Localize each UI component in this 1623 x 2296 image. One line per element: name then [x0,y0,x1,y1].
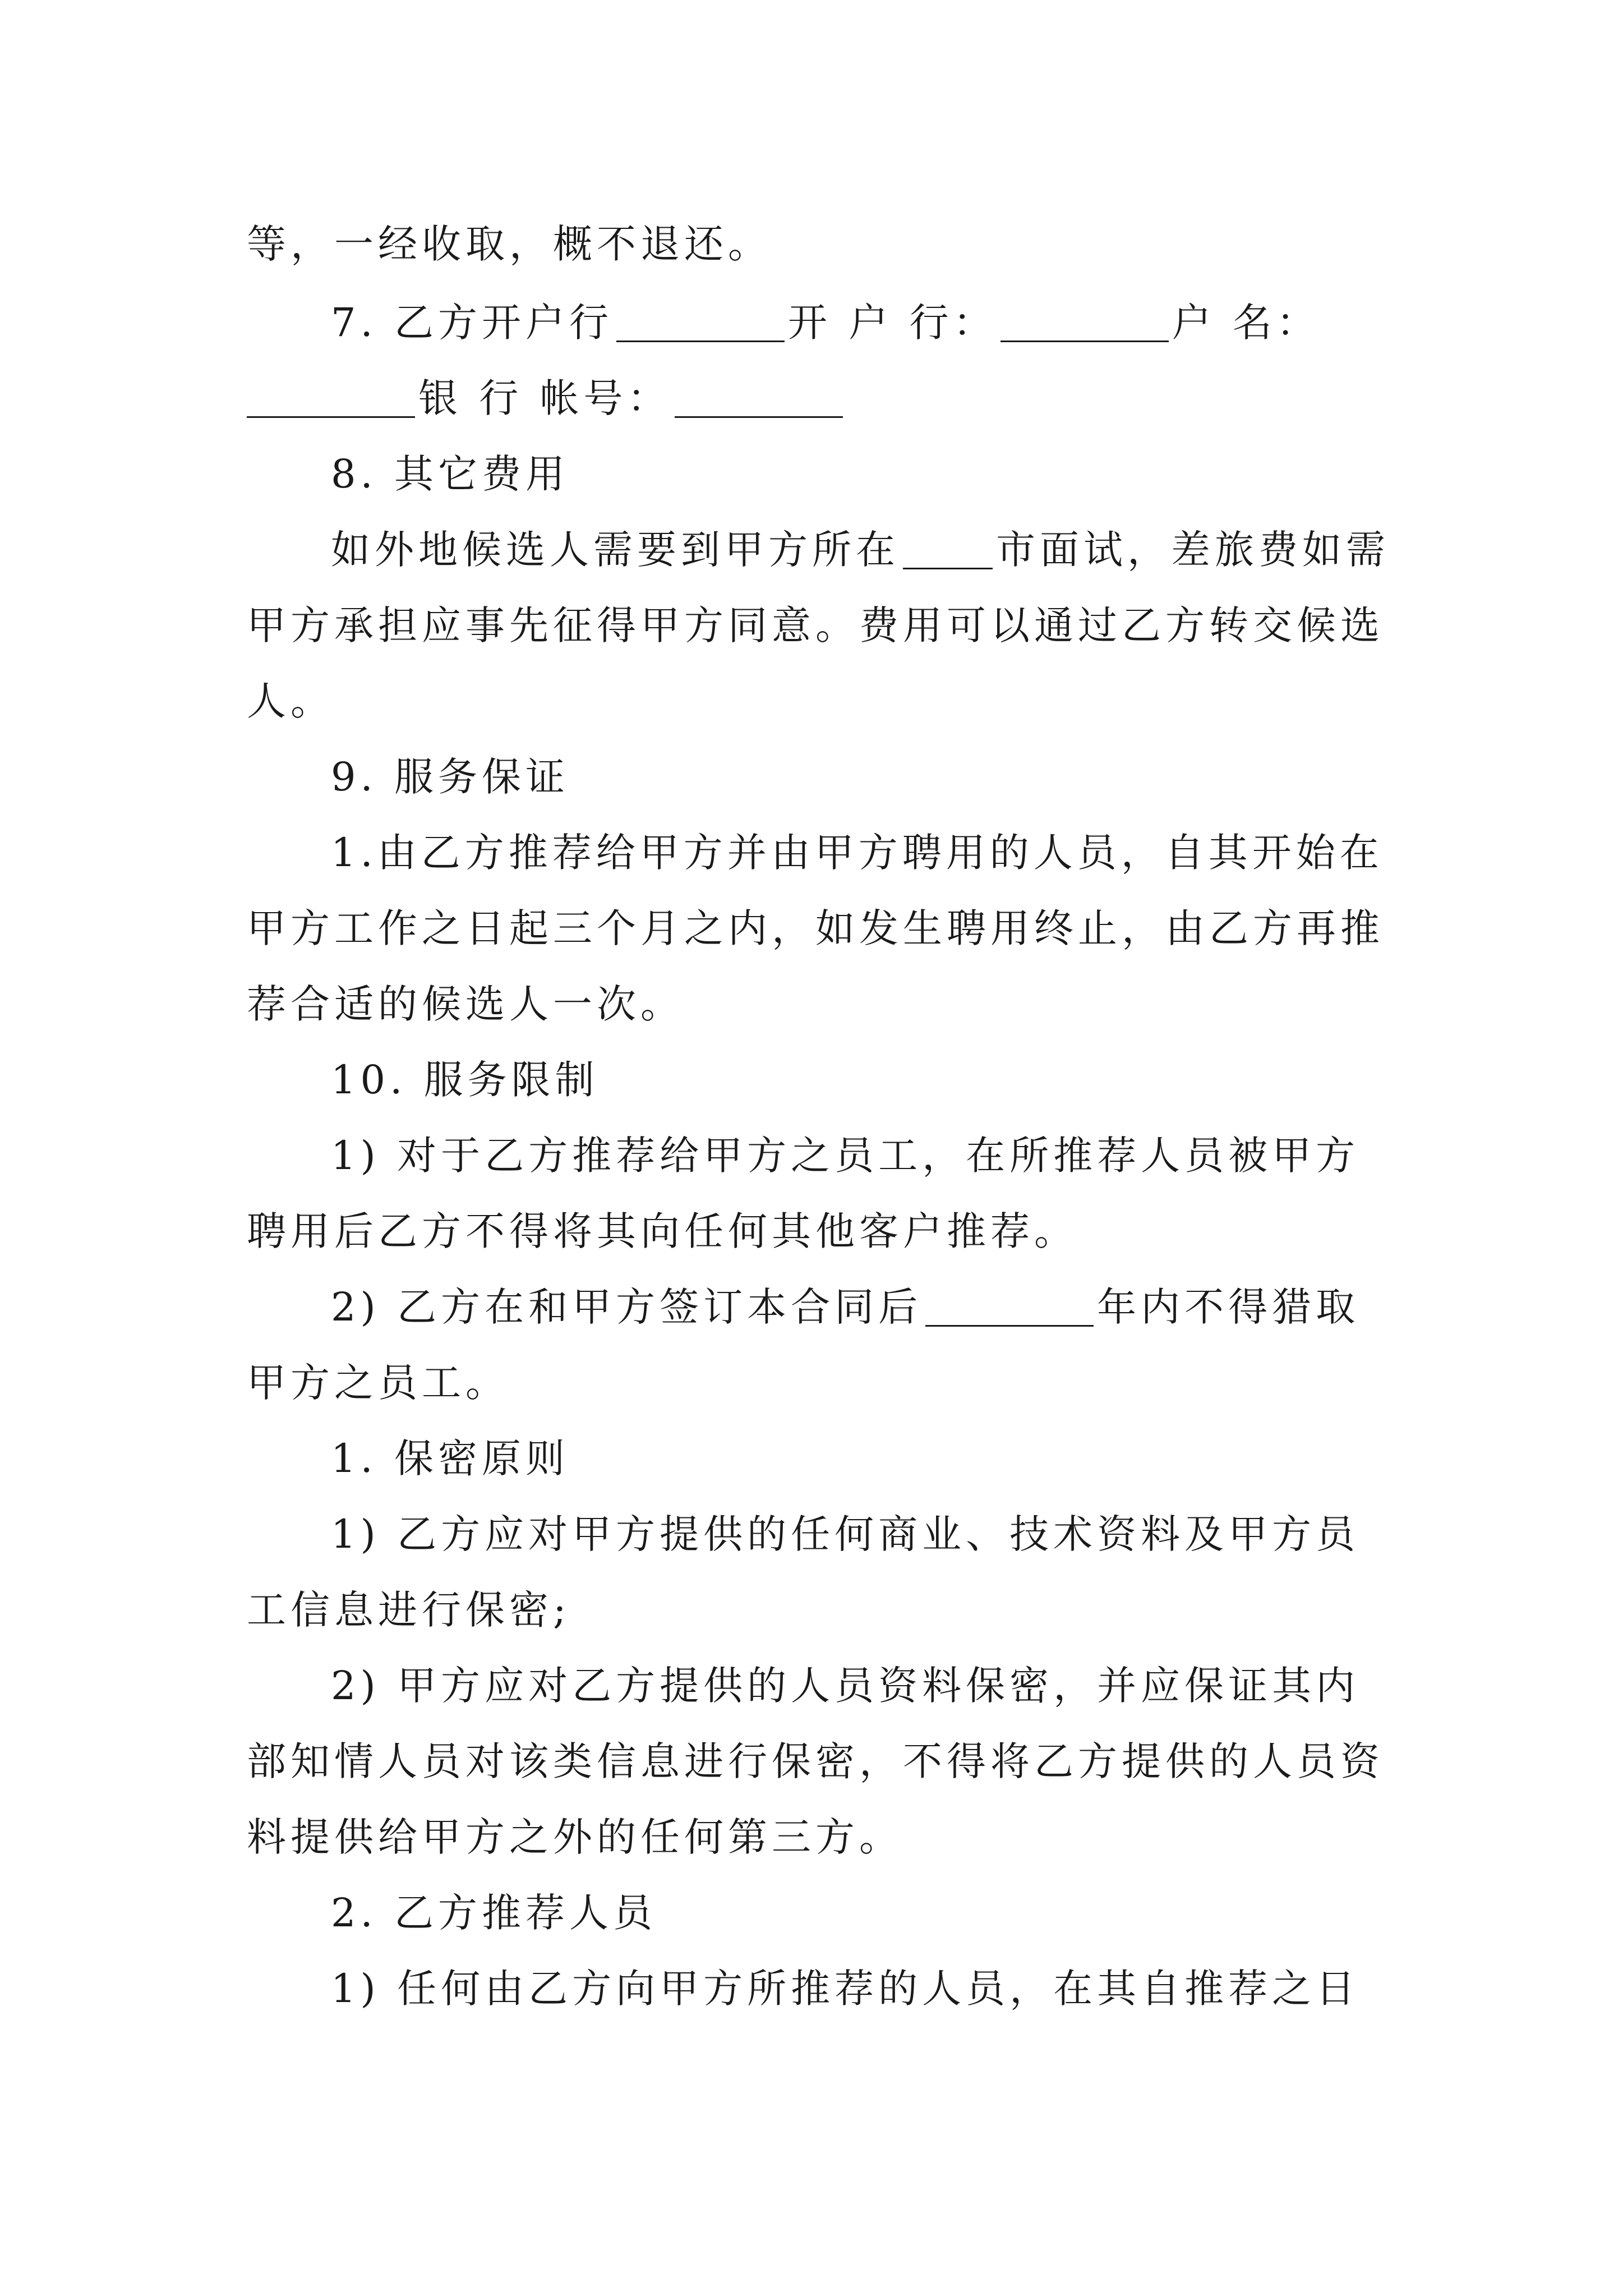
text-line: 料提供给甲方之外的任何第三方。 [247,1814,903,1860]
text-line: 聘用后乙方不得将其向任何其他客户推荐。 [247,1208,1078,1254]
bank-number-line [247,375,846,421]
section-heading: 9. 服务保证 [331,754,570,800]
text-line: 甲方承担应事先征得甲方同意。费用可以通过乙方转交候选 [247,602,1384,648]
text-line: 人。 [247,678,334,724]
text-segment: 7. 乙方开户行 [331,300,614,346]
text-line: 工信息进行保密; [247,1587,571,1633]
text-segment: 2) 乙方在和甲方签订本合同后 [331,1284,923,1330]
section-heading: 2. 乙方推荐人员 [331,1890,657,1936]
text-line: 1) 乙方应对甲方提供的任何商业、技术资料及甲方员 [331,1511,1360,1557]
text-line [331,527,1390,573]
text-segment: 开 户 行： [788,300,997,346]
text-line: 甲方工作之日起三个月之内，如发生聘用终止，由乙方再推 [247,905,1384,951]
text-segment: 如外地候选人需要到甲方所在 [331,527,900,573]
text-line: 1) 对于乙方推荐给甲方之员工，在所推荐人员被甲方 [331,1133,1360,1179]
text-line: 2) 甲方应对乙方提供的人员资料保密，并应保证其内 [331,1663,1360,1709]
text-line: 1) 任何由乙方向甲方所推荐的人员，在其自推荐之日 [331,1966,1360,2012]
text-segment: 银 行 帐号： [418,375,671,421]
text-line: 甲方之员工。 [247,1360,509,1406]
section-heading: 10. 服务限制 [331,1057,599,1103]
text-line: 1.由乙方推荐给甲方并由甲方聘用的人员，自其开始在 [331,830,1384,876]
text-segment: 市面试，差旅费如需 [996,527,1390,573]
bank-account-line [331,300,1320,346]
section-heading: 1. 保密原则 [331,1435,570,1481]
blank-account-name [247,383,415,418]
blank-city [903,534,993,569]
blank-bank [616,307,785,342]
blank-account-number [675,383,843,418]
text-segment: 户 名： [1172,300,1320,346]
section-heading: 8. 其它费用 [331,451,570,497]
text-segment: 年内不得猎取 [1097,1284,1360,1330]
blank-years [925,1291,1094,1327]
blank-branch [1000,307,1169,342]
text-line: 部知情人员对该类信息进行保密，不得将乙方提供的人员资 [247,1738,1384,1784]
text-line [331,1284,1360,1330]
text-line: 荐合适的候选人一次。 [247,981,684,1027]
text-line: 等，一经收取，概不退还。 [247,221,772,267]
